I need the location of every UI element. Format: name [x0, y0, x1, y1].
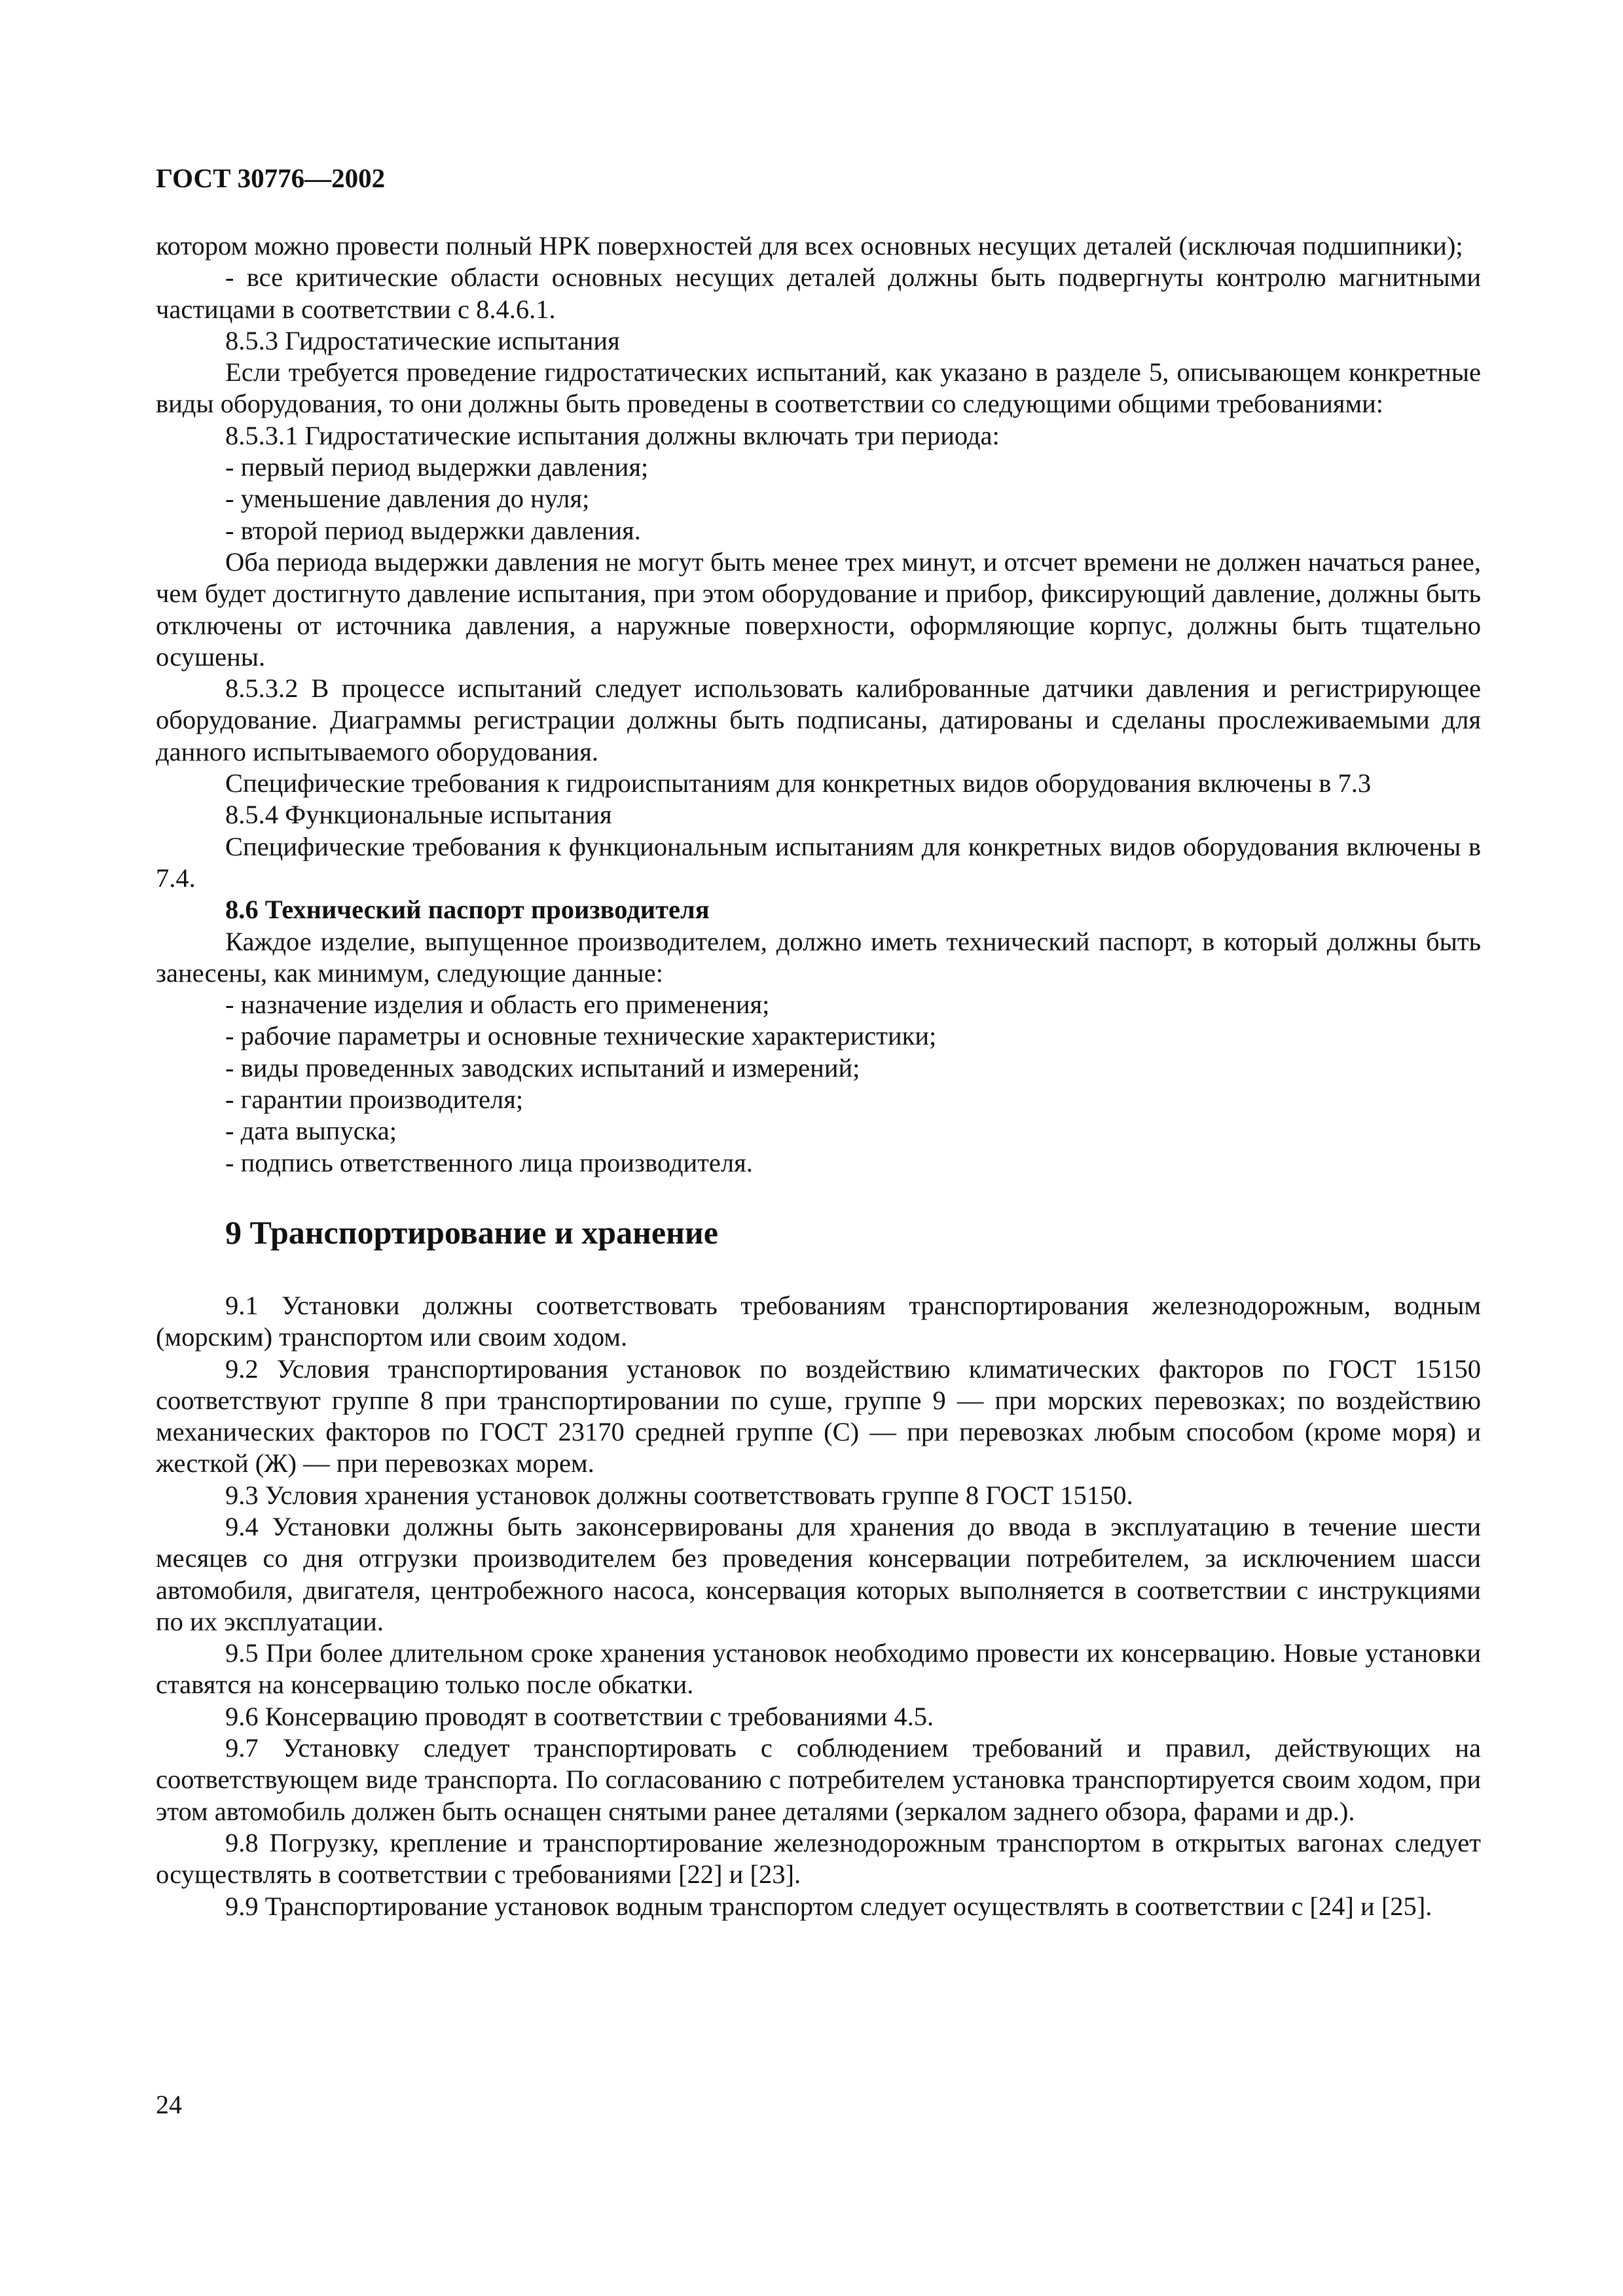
section-heading: 9 Транспортирование и хранение: [225, 1213, 718, 1251]
paragraph: Каждое изделие, выпущенное производителем, должно иметь технический паспорт, в который должны быть занесены, как минимум, следующие данные:: [156, 926, 1481, 988]
paragraph: 9.5 При более длительном сроке хранения установок необходимо провести их консервацию. Новые установки ставятся на консервацию только после обкатки.: [156, 1638, 1481, 1700]
paragraph: 9.8 Погрузку, крепление и транспортирование железнодорожным транспортом в открытых вагонах следует осуществлять в соответствии с требованиями [22] и [23].: [156, 1827, 1481, 1890]
paragraph: Оба периода выдержки давления не могут быть менее трех минут, и отсчет времени не должен начаться ранее, чем будет достигнуто давление испытания, при этом оборудование и прибор, фиксирующий давление, должны быть отключены от источника давления, а наружные поверхности, оформляющие корпус, должны быть тщательно осушены.: [156, 547, 1481, 672]
paragraph: 9.9 Транспортирование установок водным транспортом следует осуществлять в соответствии с [24] и [25].: [225, 1891, 1432, 1921]
list-item: - гарантии производителя;: [225, 1085, 524, 1115]
list-item: - уменьшение давления до нуля;: [225, 484, 590, 514]
list-item: - рабочие параметры и основные технические характеристики;: [225, 1021, 937, 1051]
paragraph: 9.1 Установки должны соответствовать требованиям транспортирования железнодорожным, водным (морским) транспортом или своим ходом.: [156, 1290, 1481, 1352]
paragraph: 9.2 Условия транспортирования установок по воздействию климатических факторов по ГОСТ 15150 соответствуют группе 8 при транспортировании по суше, группе 9 — при морских перевозках; по воздействию механических факторов по ГОСТ 23170 средней группе (С) — при перевозках любым способом (кроме моря) и жесткой (Ж) — при перевозках морем.: [156, 1354, 1481, 1479]
list-item: - виды проведенных заводских испытаний и измерений;: [225, 1052, 860, 1083]
paragraph: 9.3 Условия хранения установок должны соответствовать группе 8 ГОСТ 15150.: [225, 1480, 1133, 1510]
list-item: - все критические области основных несущих деталей должны быть подвергнуты контролю магнитными частицами в соответствии с 8.4.6.1.: [156, 262, 1481, 324]
page-body: [156, 230, 1481, 1922]
document-code-header: ГОСТ 30776—2002: [156, 163, 386, 193]
clause-title: 8.5.4 Функциональные испытания: [225, 800, 612, 830]
paragraph: котором можно провести полный НРК поверхностей для всех основных несущих деталей (исключая подшипники);: [156, 231, 1463, 260]
paragraph: 8.5.3.1 Гидростатические испытания должны включать три периода:: [225, 420, 1000, 450]
list-item: - назначение изделия и область его применения;: [225, 990, 770, 1020]
list-item: - подпись ответственного лица производителя.: [225, 1147, 753, 1177]
list-item: - второй период выдержки давления.: [225, 515, 641, 545]
clause-title: 8.5.3 Гидростатические испытания: [225, 325, 620, 355]
paragraph: 8.5.3.2 В процессе испытаний следует использовать калиброванные датчики давления и регистрирующее оборудование. Диаграммы регистрации должны быть подписаны, датированы и сделаны прослеживаемыми для данного испытываемого оборудования.: [156, 673, 1481, 766]
paragraph: Специфические требования к функциональным испытаниям для конкретных видов оборудования включены в 7.4.: [156, 831, 1481, 893]
list-item: - дата выпуска;: [225, 1116, 397, 1146]
list-item: - первый период выдержки давления;: [225, 452, 649, 482]
paragraph: 9.7 Установку следует транспортировать с соблюдением требований и правил, действующих на соответствующем виде транспорта. По согласованию с потребителем установка транспортируется своим ходом, при этом автомобиль должен быть оснащен снятыми ранее деталями (зеркалом заднего обзора, фарами и др.).: [156, 1733, 1481, 1826]
page-number: 24: [156, 2090, 182, 2119]
paragraph: 9.6 Консервацию проводят в соответствии с требованиями 4.5.: [225, 1701, 934, 1731]
paragraph: Специфические требования к гидроиспытаниям для конкретных видов оборудования включены в 7.3: [225, 768, 1372, 798]
subsection-heading: 8.6 Технический паспорт производителя: [225, 895, 710, 925]
paragraph: Если требуется проведение гидростатических испытаний, как указано в разделе 5, описывающем конкретные виды оборудования, то они должны быть проведены в соответствии со следующими общими требованиями:: [156, 357, 1481, 419]
paragraph: 9.4 Установки должны быть законсервированы для хранения до ввода в эксплуатацию в течение шести месяцев со дня отгрузки производителем без проведения консервации потребителем, за исключением шасси автомобиля, двигателя, центробежного насоса, консервация которых выполняется в соответствии с инструкциями по их эксплуатации.: [156, 1511, 1481, 1636]
